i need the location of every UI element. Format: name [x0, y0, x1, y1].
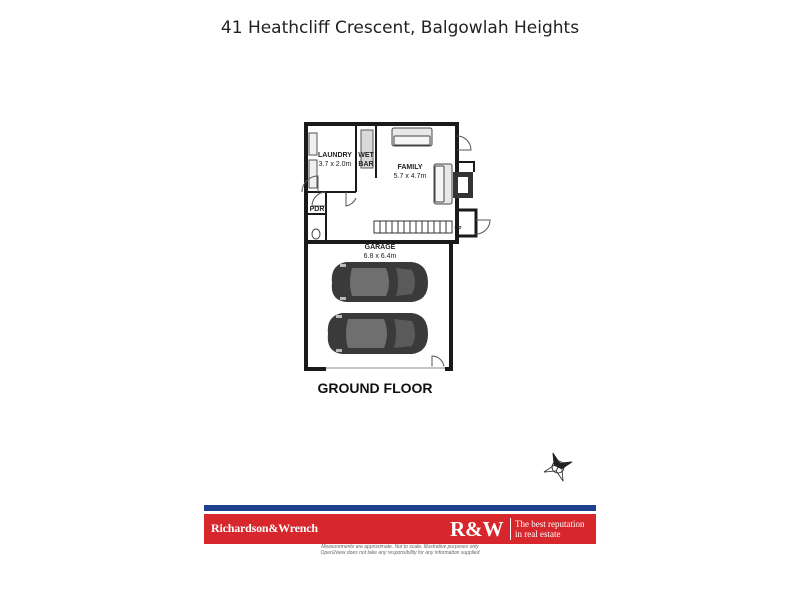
- company-name: Richardson&Wrench: [211, 521, 318, 535]
- brand-divider: [510, 518, 511, 540]
- family-door: [457, 136, 471, 150]
- sofa-top: [392, 128, 432, 146]
- toilet: [312, 229, 320, 239]
- car-bottom: [328, 313, 428, 354]
- floor-label: GROUND FLOOR: [317, 380, 433, 396]
- sofa-right: [434, 164, 452, 204]
- stairs: [374, 221, 452, 233]
- laundry-label: LAUNDRY 3.7 x 2.0m: [318, 152, 352, 168]
- brand-logo: R&W: [450, 517, 504, 541]
- garage-label: GARAGE 6.8 x 6.4m: [363, 244, 397, 260]
- brand-tagline: The best reputation in real estate: [515, 519, 585, 539]
- pdr-door: [312, 192, 326, 206]
- family-label: FAMILY 5.7 x 4.7m: [393, 164, 427, 180]
- banner-top-stripe: [204, 505, 596, 511]
- garage-door-side: [432, 356, 444, 368]
- car-top: [332, 262, 428, 302]
- banner-main: [204, 514, 596, 544]
- disclaimer: Measurements are approximate. Not to scale. Illustrative purposes only Open2view does not take any responsibility for any information supplied: [320, 544, 480, 556]
- compass-rose-icon: [538, 450, 578, 484]
- wetbar-door: [346, 192, 356, 206]
- stairs-up-label: UP: [454, 226, 462, 232]
- wet-bar-label: WET BAR: [358, 152, 374, 168]
- page-title: 41 Heathcliff Crescent, Balgowlah Heights: [220, 18, 580, 38]
- brand-banner: [204, 505, 596, 545]
- pdr-label: PDR: [309, 206, 325, 213]
- entry-door: [476, 220, 490, 234]
